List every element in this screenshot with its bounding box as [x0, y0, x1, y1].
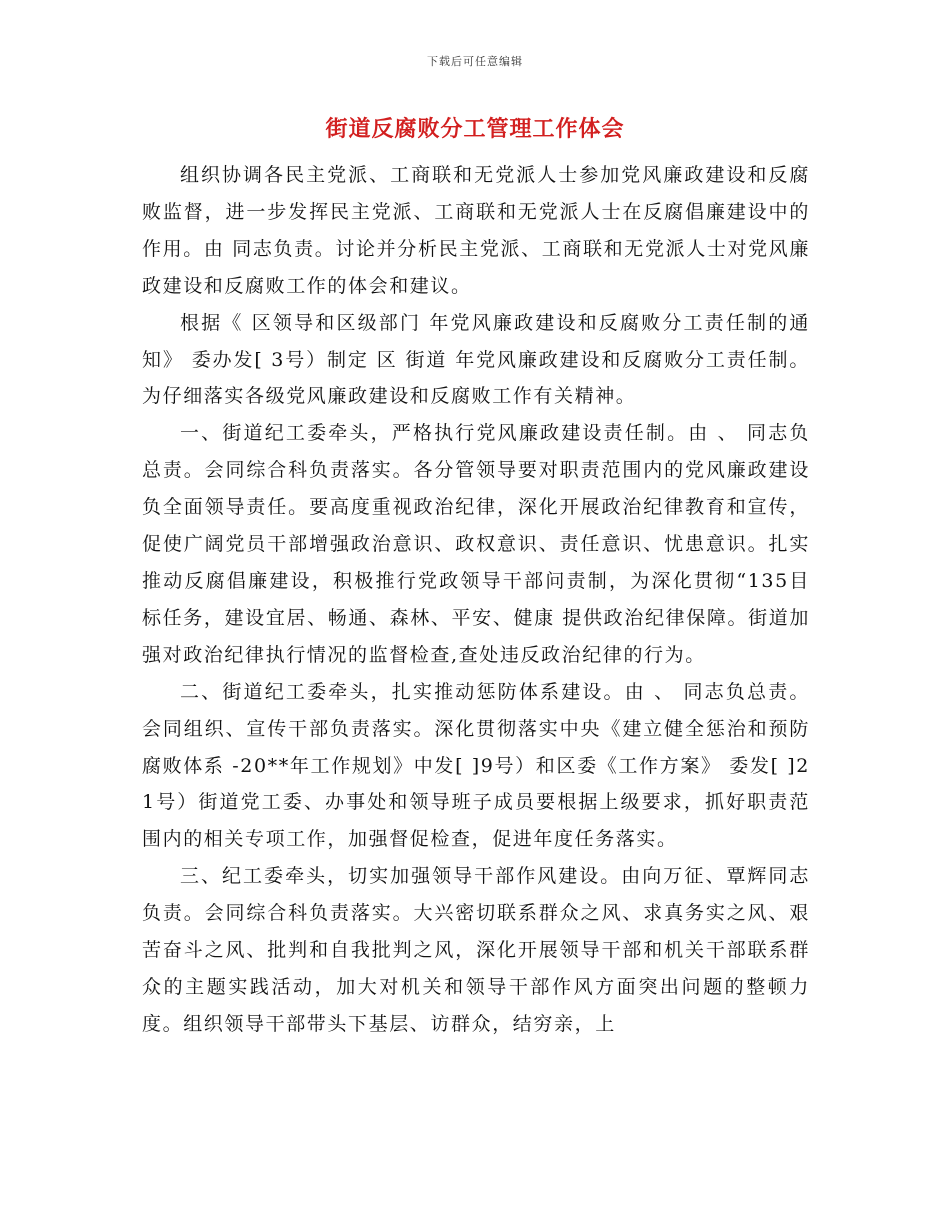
paragraph-section-2: 二、街道纪工委牵头，扎实推动惩防体系建设。由 、 同志负总责。会同组织、宣传干部负责落实。深化贯彻落实中央《建立健全惩治和预防腐败体系 -20**年工作规划》中发[ ]9号）和区委《工作方案》 委发[ ]21号）街道党工委、办事处和领导班子成员要根据上级要求，抓好职责范围内的相关专项工作，加强督促检查，促进年度任务落实。 [142, 680, 810, 851]
paragraph-basis: 根据《 区领导和区级部门 年党风廉政建设和反腐败分工责任制的通知》 委办发[ 3号）制定 区 街道 年党风廉政建设和反腐败分工责任制。为仔细落实各级党风廉政建设和反腐败工作有关精神。 [142, 311, 810, 408]
paragraph-intro: 组织协调各民主党派、工商联和无党派人士参加党风廉政建设和反腐败监督，进一步发挥民主党派、工商联和无党派人士在反腐倡廉建设中的作用。由 同志负责。讨论并分析民主党派、工商联和无党派人士对党风廉政建设和反腐败工作的体会和建议。 [142, 164, 810, 297]
document-title: 街道反腐败分工管理工作体会 [325, 116, 625, 142]
paragraph-section-3: 三、纪工委牵头，切实加强领导干部作风建设。由向万征、覃辉同志负责。会同综合科负责落实。大兴密切联系群众之风、求真务实之风、艰苦奋斗之风、批判和自我批判之风，深化开展领导干部和机关干部联系群众的主题实践活动，加大对机关和领导干部作风方面突出问题的整顿力度。组织领导干部带头下基层、访群众，结穷亲，上 [142, 865, 810, 1035]
document-body [142, 157, 810, 1043]
page-header-note: 下载后可任意编辑 [427, 55, 523, 68]
paragraph-section-1: 一、街道纪工委牵头，严格执行党风廉政建设责任制。由 、 同志负总责。会同综合科负责落实。各分管领导要对职责范围内的党风廉政建设负全面领导责任。要高度重视政治纪律，深化开展政治纪律教育和宣传，促使广阔党员干部增强政治意识、政权意识、责任意识、忧患意识。扎实推动反腐倡廉建设，积极推行党政领导干部问责制，为深化贯彻“135目标任务，建设宜居、畅通、森林、平安、健康 提供政治纪律保障。街道加强对政治纪律执行情况的监督检查,查处违反政治纪律的行为。 [142, 422, 810, 666]
